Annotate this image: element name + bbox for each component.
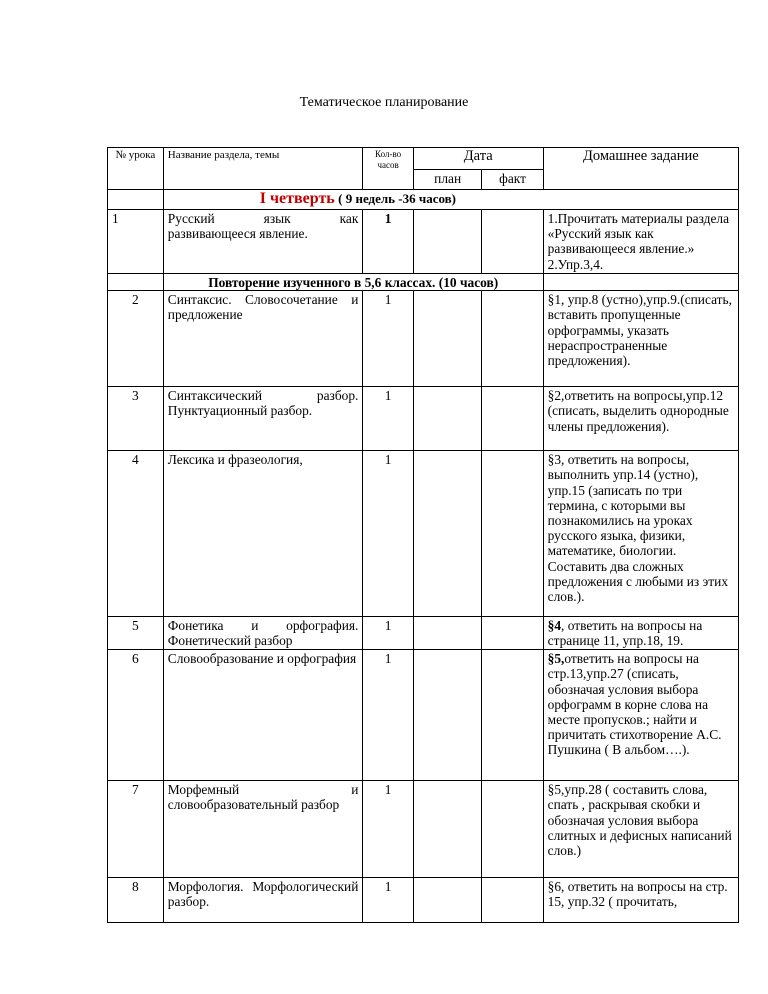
page-title: Тематическое планирование (299, 95, 469, 110)
table-row (108, 650, 739, 781)
lesson-hours: 1 (363, 617, 413, 650)
lesson-homework: 1.Прочитать материалы раздела «Русский язык как развивающееся явление.» 2.Упр.3,4. (543, 210, 738, 274)
header-num: № урока (108, 148, 164, 190)
table-row (108, 617, 739, 650)
lesson-num: 5 (108, 617, 164, 650)
quarter-row (108, 190, 739, 210)
header-homework: Домашнее задание (543, 148, 738, 190)
header-plan: план (413, 170, 482, 190)
lesson-homework: §5,упр.28 ( составить слова, спать , раскрывая скобки и обозначая условия выбора слитных и дефисных написаний слов.) (543, 781, 738, 878)
homework-bold: §4 (547, 618, 562, 634)
quarter-subtitle: ( 9 недель -36 часов) (338, 191, 457, 206)
lesson-topic: Словообразование и орфография (163, 650, 363, 781)
header-fact: факт (482, 170, 543, 190)
lesson-topic: Фонетика и орфография. Фонетический разбор (163, 617, 363, 650)
lesson-num: 2 (108, 291, 164, 387)
lesson-num: 8 (108, 878, 164, 923)
lesson-hours: 1 (363, 291, 413, 387)
lesson-hours: 1 (363, 781, 413, 878)
lesson-homework: §1, упр.8 (устно),упр.9.(списать, вставить пропущенные орфограммы, указать нераспространенные предложения). (543, 291, 738, 387)
lesson-topic: Лексика и фразеология, (163, 451, 363, 617)
header-topic: Название раздела, темы (163, 148, 363, 190)
section-row (108, 274, 739, 291)
lesson-topic: Морфология. Морфологический разбор. (163, 878, 363, 923)
lesson-hours: 1 (363, 210, 413, 274)
lesson-num: 1 (108, 210, 164, 274)
lesson-homework: §3, ответить на вопросы, выполнить упр.14 (устно), упр.15 (записать по три термина, с которыми вы познакомились на уроках русского языка, физики, математике, биологии. Составить два сложных предложения с любыми из этих слов.). (543, 451, 738, 617)
planning-table (107, 147, 739, 923)
lesson-hours: 1 (363, 650, 413, 781)
lesson-hours: 1 (363, 387, 413, 451)
homework-text: , ответить на вопросы на странице 11, упр.18, 19. (547, 618, 703, 649)
section-title: Повторение изученного в 5,6 классах. (10 часов) (163, 274, 543, 291)
lesson-topic: Синтаксис. Словосочетание и предложение (163, 291, 363, 387)
table-row (108, 387, 739, 451)
lesson-hours: 1 (363, 451, 413, 617)
table-row (108, 878, 739, 923)
homework-text: ответить на вопросы на стр.13,упр.27 (списать, обозначая условия выбора орфограмм в корне слова на месте пропусков.; найти и причитать стихотворение А.С. Пушкина ( В альбом….). (547, 651, 722, 758)
lesson-num: 6 (108, 650, 164, 781)
header-hours: Кол-во часов (363, 148, 413, 190)
header-date: Дата (413, 148, 543, 170)
homework-bold: §5, (547, 651, 565, 667)
table-row (108, 291, 739, 387)
lesson-topic: Русский язык как развивающееся явление. (163, 210, 363, 274)
lesson-hours: 1 (363, 878, 413, 923)
lesson-homework: §6, ответить на вопросы на стр. 15, упр.32 ( прочитать, (543, 878, 738, 923)
lesson-num: 3 (108, 387, 164, 451)
lesson-num: 7 (108, 781, 164, 878)
lesson-homework: §2,ответить на вопросы,упр.12 (списать, выделить однородные члены предложения). (543, 387, 738, 451)
table-row (108, 210, 739, 274)
lesson-topic: Синтаксический разбор. Пунктуационный разбор. (163, 387, 363, 451)
lesson-topic: Морфемный и словообразовательный разбор (163, 781, 363, 878)
lesson-num: 4 (108, 451, 164, 617)
table-row (108, 451, 739, 617)
table-row (108, 781, 739, 878)
quarter-title: I четверть (259, 190, 335, 207)
lesson-homework (543, 650, 738, 781)
header-row (108, 148, 739, 170)
lesson-homework (543, 617, 738, 650)
